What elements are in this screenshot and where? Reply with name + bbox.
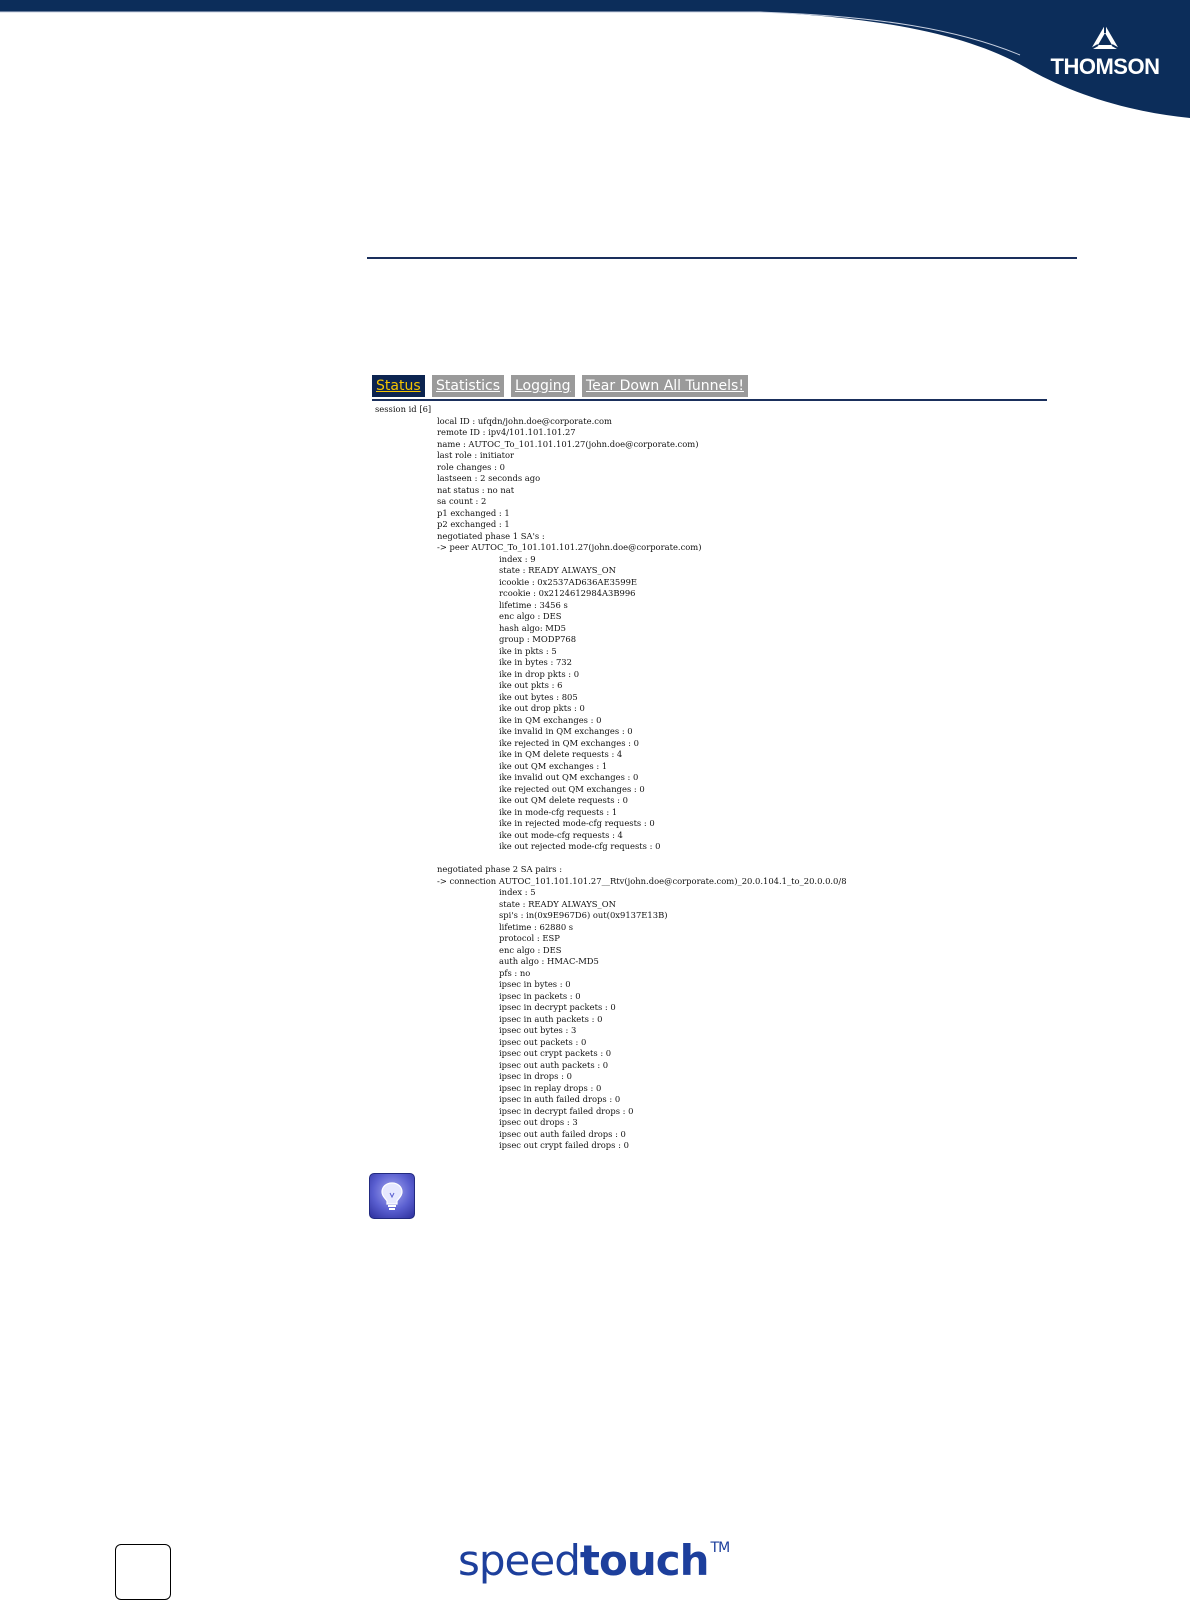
page-number-box (115, 1544, 171, 1600)
status-line: ike in drop pkts : 0 (499, 668, 580, 679)
status-line: p2 exchanged : 1 (437, 519, 510, 529)
status-line: lifetime : 62880 s (499, 921, 574, 932)
spacer (375, 853, 1075, 865)
status-line: ipsec in decrypt failed drops : 0 (499, 1105, 634, 1116)
status-line: ipsec in decrypt packets : 0 (499, 1002, 616, 1012)
status-line: rcookie : 0x2124612984A3B996 (499, 588, 636, 598)
status-line: ike out rejected mode-cfg requests : 0 (499, 841, 661, 851)
status-line: p1 exchanged : 1 (437, 507, 510, 518)
status-line: ike invalid out QM exchanges : 0 (499, 772, 639, 782)
status-line: ike out QM exchanges : 1 (499, 760, 608, 771)
status-line: ike out pkts : 6 (499, 680, 563, 690)
status-line: nat status : no nat (437, 484, 515, 495)
tab-bar (372, 375, 1047, 401)
thomson-triangle-icon (1090, 24, 1120, 50)
phase2-details (375, 887, 1075, 1152)
status-line: ike out QM delete requests : 0 (499, 795, 628, 805)
tab-statistics[interactable]: Statistics (432, 375, 504, 397)
status-line: sa count : 2 (437, 496, 487, 506)
status-line: ipsec out drops : 3 (499, 1117, 578, 1127)
status-line: negotiated phase 2 SA pairs : (437, 864, 563, 874)
status-line: index : 5 (499, 887, 536, 897)
status-line: ike out bytes : 805 (499, 691, 578, 702)
status-line: -> peer AUTOC_To_101.101.101.27(john.doe@corporate.com) (437, 542, 702, 552)
product-name-light: speed (458, 1536, 580, 1585)
status-line: lastseen : 2 seconds ago (437, 473, 541, 483)
section-divider (367, 257, 1077, 259)
thomson-logo (1040, 24, 1170, 94)
status-line: last role : initiator (437, 450, 515, 460)
status-line: ike in bytes : 732 (499, 657, 572, 667)
status-line: ipsec out crypt failed drops : 0 (499, 1140, 629, 1150)
status-line: -> connection AUTOC_101.101.101.27__Rtv(john.doe@corporate.com)_20.0.104.1_to_20.0.0.0/8 (437, 875, 847, 886)
phase1-details (375, 554, 1075, 853)
status-line: ipsec in auth packets : 0 (499, 1013, 603, 1024)
status-line: auth algo : HMAC-MD5 (499, 956, 599, 966)
brand-name: THOMSON (1050, 54, 1160, 79)
status-line: local ID : ufqdn/john.doe@corporate.com (437, 415, 612, 426)
status-line: index : 9 (499, 553, 536, 564)
status-line: ipsec in replay drops : 0 (499, 1082, 602, 1093)
status-line: ipsec out auth failed drops : 0 (499, 1128, 626, 1139)
header-band (0, 0, 1190, 120)
product-name-bold: touch (579, 1536, 709, 1585)
trademark-mark: TM (710, 1540, 730, 1556)
status-line: icookie : 0x2537AD636AE3599E (499, 576, 638, 587)
lightbulb-icon (369, 1173, 415, 1219)
status-line: ipsec out crypt packets : 0 (499, 1048, 612, 1058)
status-line: ipsec in drops : 0 (499, 1071, 572, 1081)
status-line: lifetime : 3456 s (499, 599, 568, 610)
status-line: ike in mode-cfg requests : 1 (499, 806, 618, 817)
status-line: group : MODP768 (499, 634, 577, 644)
status-line: enc algo : DES (499, 944, 562, 955)
tab-bar-underline (372, 399, 1047, 401)
status-line: ike out drop pkts : 0 (499, 703, 585, 713)
status-line: ike rejected in QM exchanges : 0 (499, 737, 639, 748)
status-line: ike invalid in QM exchanges : 0 (499, 726, 633, 736)
session-id: session id [6] (375, 404, 432, 414)
tab-tear-down-all-tunnels[interactable]: Tear Down All Tunnels! (582, 375, 748, 397)
status-line: ipsec in bytes : 0 (499, 979, 571, 989)
status-line: ipsec out bytes : 3 (499, 1025, 577, 1035)
status-line: remote ID : ipv4/101.101.101.27 (437, 427, 576, 437)
status-line: ike rejected out QM exchanges : 0 (499, 783, 645, 794)
status-line: ipsec out packets : 0 (499, 1036, 587, 1047)
status-line: ipsec in auth failed drops : 0 (499, 1094, 621, 1104)
status-line: state : READY ALWAYS_ON (499, 898, 616, 909)
status-line: negotiated phase 1 SA's : (437, 530, 545, 541)
status-line: ike in pkts : 5 (499, 645, 557, 656)
status-line: ike in rejected mode-cfg requests : 0 (499, 818, 655, 828)
status-line: state : READY ALWAYS_ON (499, 565, 616, 575)
status-line: pfs : no (499, 967, 531, 978)
status-line: ipsec in packets : 0 (499, 990, 581, 1001)
status-line: ike out mode-cfg requests : 4 (499, 829, 623, 840)
tab-status[interactable]: Status (372, 375, 425, 397)
status-line: name : AUTOC_To_101.101.101.27(john.doe@corporate.com) (437, 438, 699, 449)
status-line: enc algo : DES (499, 611, 562, 621)
session-lines (375, 416, 1075, 554)
status-line: ipsec out auth packets : 0 (499, 1059, 609, 1070)
status-line: spi's : in(0x9E967D6) out(0x9137E13B) (499, 910, 668, 920)
tab-logging[interactable]: Logging (511, 375, 575, 397)
status-line: protocol : ESP (499, 933, 560, 943)
status-line: hash algo: MD5 (499, 622, 566, 633)
ipsec-status-output (375, 404, 1075, 1152)
status-line: ike in QM exchanges : 0 (499, 714, 602, 725)
phase2-header (375, 864, 1075, 887)
speedtouch-logo (458, 1536, 729, 1592)
status-line: ike in QM delete requests : 4 (499, 749, 623, 759)
status-line: role changes : 0 (437, 461, 505, 472)
